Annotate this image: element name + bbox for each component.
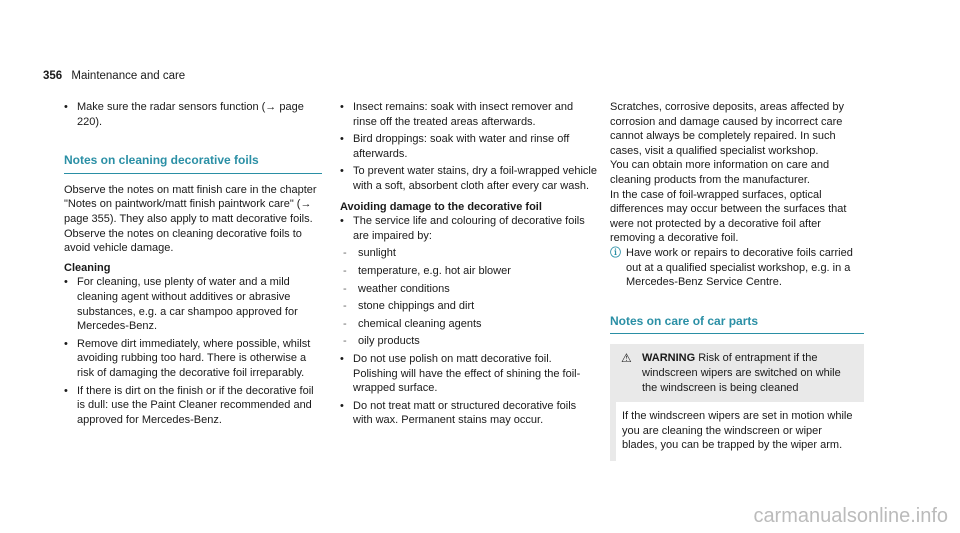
paragraph-scratches: Scratches, corrosive deposits, areas affected by corrosion and damage caused by incorrect care cannot always be completely repaired. In such cases, visit a qualified specialist workshop. (610, 101, 844, 157)
page-header (43, 70, 185, 82)
page-number: 356 (43, 70, 63, 82)
warning-header (610, 344, 864, 402)
sub-list-item: - weather conditions (340, 282, 598, 297)
column-3 (610, 100, 864, 461)
sub-list-item: - stone chippings and dirt (340, 299, 598, 314)
warning-label: WARNING (642, 352, 696, 365)
chapter-title: Maintenance and care (71, 70, 186, 82)
column-1 (64, 100, 322, 427)
column-2 (340, 100, 598, 428)
info-icon: ⓘ (610, 246, 621, 259)
sub-list-item: - oily products (340, 334, 598, 349)
list-item: • Bird droppings: soak with water and rinse off afterwards. (340, 132, 598, 161)
section-title-decorative-foils: Notes on cleaning decorative foils (64, 153, 322, 174)
list-item: • If there is dirt on the finish or if the decorative foil is dull: use the Paint Cleaner recommended and approved for Mercedes-Benz. (64, 384, 322, 428)
cleaning-heading: Cleaning (64, 261, 111, 274)
list-item: • Insect remains: soak with insect remover and rinse off the treated areas afterwards. (340, 100, 598, 129)
avoid-damage-heading: Avoiding damage to the decorative foil (340, 200, 542, 213)
watermark: carmanualsonline.info (753, 505, 948, 527)
section-title-car-parts: Notes on care of car parts (610, 314, 864, 335)
warning-body: If the windscreen wipers are set in motion while you are cleaning the windscreen or wiper blades, you can be trapped by the wiper arm. (610, 402, 864, 461)
warning-triangle-icon: ⚠ (621, 351, 632, 366)
paragraph-optical-differences: In the case of foil-wrapped surfaces, optical differences may occur between the surfaces that were not protected by a decorative foil after removing a decorative foil. (610, 188, 847, 245)
info-note-text: Have work or repairs to decorative foils carried out at a qualified specialist workshop, e.g. in a Mercedes-Benz Service Centre. (626, 246, 853, 289)
warning-box (610, 344, 864, 461)
paragraph-more-info: You can obtain more information on care and cleaning products from the manufacturer. (610, 159, 830, 186)
paragraph-avoid-damage: Observe the notes on cleaning decorative foils to avoid vehicle damage. (64, 227, 302, 255)
list-item: • To prevent water stains, dry a foil-wrapped vehicle with a soft, absorbent cloth after every car wash. (340, 164, 598, 193)
list-item: • Do not treat matt or structured decorative foils with wax. Permanent stains may occur. (340, 399, 598, 428)
paragraph-matt-finish: Observe the notes on matt finish care in the chapter "Notes on paintwork/matt finish paintwork care" (→ page 355). They also apply to matt decorative foils. (64, 183, 317, 225)
list-item: • Remove dirt immediately, where possible, whilst avoiding rubbing too hard. There is otherwise a risk of damaging the decorative foil irreparably. (64, 337, 322, 381)
warning-title: Risk of entrapment if the windscreen wipers are switched on while the windscreen is being cleaned (642, 352, 841, 394)
list-item: • The service life and colouring of decorative foils are impaired by: (340, 214, 598, 243)
sub-list-item: - sunlight (340, 246, 598, 261)
sub-list-item: - chemical cleaning agents (340, 317, 598, 332)
sub-list-item: - temperature, e.g. hot air blower (340, 264, 598, 279)
list-item: • For cleaning, use plenty of water and a mild cleaning agent without additives or abrasive substances, e.g. a car shampoo approved for Mercedes-Benz. (64, 275, 322, 333)
list-item: • Do not use polish on matt decorative foil. Polishing will have the effect of shining the foil-wrapped surface. (340, 352, 598, 396)
info-note (610, 246, 864, 290)
intro-bullet: • Make sure the radar sensors function (→ page 220). (64, 100, 322, 129)
